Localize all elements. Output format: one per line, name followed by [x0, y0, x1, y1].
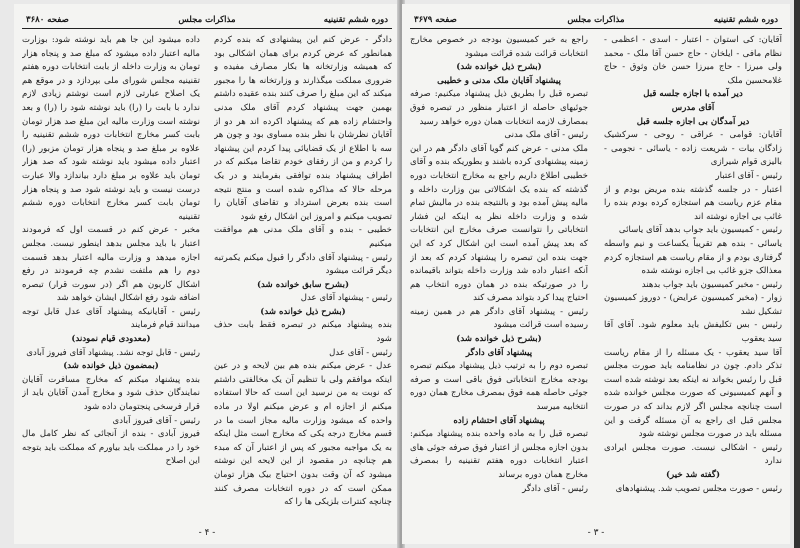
paragraph: رئیس - آقایانیکه پیشنهاد آقای عدل قابل توجه میدانند قیام فرمایند: [22, 306, 200, 331]
text-column-left: [410, 34, 588, 524]
paragraph: رئیس - قابل توجه نشد. پیشنهاد آقای فیروز آبادی: [26, 347, 200, 358]
paragraph: عدل - عرض میکنم بنده هم بین لایحه و در عین اینکه موافقم ولی با تنظیم آن یک مخالفتی داشتم که نوبت به من نرسید این است که حالا استفاده میکنم از اجازه ام و عرض میکنم اولا در ماده واحده که میشود وزارت مالیه مجاز است ما در قسم مخارج درجه یکی که مخارج است مثل اینکه به یک مواجبه مجبور که پس از اعتبار آن که مبدء هم چنانچه در مقصود از این لایحه این نوشته میشود که آن وقت بدون احتیاج بیک هزار تومان ممکن است که در دوره انتخابات مصرف کنند چنانچه کنترات بلزیکی ها را که: [214, 361, 392, 508]
paragraph: تبصره قبل را بطریق ذیل پیشنهاد میکنیم: صرفه جوئیهای حاصله از اعتبار منظور در تبصره فوق بمصارف لازمه انتخابات همان دوره خواهد رسید: [410, 89, 588, 127]
header-title: مذاکرات مجلس: [567, 15, 625, 25]
paragraph: رئیس - بس تکلیفش باید معلوم شود. آقای آقا سید یعقوب: [604, 320, 782, 345]
paragraph: راجع به خبر کمیسیون بودجه در خصوص مخارج انتخابات قرائت شده قرائت میشود: [410, 35, 588, 59]
paragraph: رئیس - آقای فیروز آبادی: [112, 415, 200, 426]
text-column-left: [22, 34, 200, 524]
paragraph: پیشنهاد آقایان ملک مدنی و خطیبی: [437, 75, 561, 86]
paragraph: تبصره دوم را به ترتیب ذیل پیشنهاد میکنم تبصره بودجه مخارج انتخاباتی فوق باقی است و صرفه جوئی حاصله همه فوق بمصرف مخارج همان دوره انتخابیه میرسد: [410, 361, 588, 413]
paragraph: (بمضمون ذیل خوانده شد): [63, 361, 159, 372]
paragraph: رئیس - کمیسیون باید جواب بدهد آقای یاسائی: [618, 225, 782, 236]
paragraph: آقا سید یعقوب - یک مسئله را از مقام ریاست تذکر دادم. چون در نظامنامه باید صورت مجلس قبل را رئیس بخواند نه اینکه بعد نوشته شده است و آنهم کمیسیونی که صورت مجلس خوانده شده است چنانچه مجلس اگر لازم بداند که در صورت مجلس قبل ای راجع به آن مسئله گرفت و این مسئله باید در صورت مجلس نوشته شود: [604, 347, 782, 440]
paragraph: (گفته شد خیر): [665, 470, 721, 480]
scan-edge: [794, 0, 800, 548]
paragraph: آقایان: قوامی - عراقی - روحی - سرکشیک زادگان بیات - شریعت زاده - یاسائی - نجومی - بالیزی قوام شیرازی: [604, 130, 782, 168]
paragraph: دیر آمدگان بی اجازه جلسه قبل: [636, 116, 750, 127]
paragraph: رئیس - آقای دادگر: [522, 483, 588, 494]
header-title: مذاکرات مجلس: [178, 15, 236, 25]
paragraph: فیروز آبادی - بنده از آنجائی که نظر کامل مال خود را در مملکت باید بیاورم که مملکت باید بتوجه این اصلاح: [22, 429, 200, 467]
paragraph: بنده پیشنهاد میکنم در تبصره فقط بابت حذف شود: [214, 320, 392, 345]
page-footer: - ۳ -: [587, 528, 605, 538]
text-column-right: [214, 34, 392, 524]
paragraph: رئیس - پیشنهاد آقای عدل: [300, 293, 392, 304]
page-header: [410, 12, 782, 29]
page-footer: - ۴ -: [198, 528, 216, 538]
page-number: صفحه ۳۶۷۹: [414, 15, 457, 25]
paragraph: ملک مدنی - عرض کنم گویا آقای دادگر هم در این زمینه پیشنهادی کرده باشند و بطوریکه بنده و آقای خطیبی اطلاع داریم راجع به مخارج انتخابات دوره گذشته که بنده یک اشکالاتی بین وزارت داخله و مالیه پیش آمده بود و بالنتیجه بنده در مالیش تمام شده و وزارت داخله نظر به اینکه این فشار انتخاباتی را نتوانست صرف مخارج این انتخابات که بعد پیش آمده است این اشکال کرد که این جهت بنده این تبصره را پیشنهاد کردم که بعد از آنکه اعتبار داده شد وزارت داخله بتواند باقیمانده را در صورتیکه بنده در همان دوره انتخاب هم احتیاج پیدا کرد بتواند مصرف کند: [410, 143, 588, 304]
paragraph: آقایان: کی استوان - اعتبار - اسدی - اعظمی - نظام مافی - ایلخان - حاج حسن آقا ملک - محمد ولی میرزا - حاج میرزا حسن خان وثوق - حاج غلامحسین ملک: [604, 35, 782, 86]
paragraph: رئیس - مخبر کمیسیون باید جواب بدهند: [641, 279, 782, 290]
paragraph: یاسائی - بنده هم تقریباً یکساعت و نیم واسطه گرفتاری بودم و از مقام ریاست هم استجازه کردم معذالک جزو غائب بی اجازه نوشته شده: [604, 238, 782, 277]
paragraph: رئیس - صورت مجلس تصویب شد. پیشنهادهای: [615, 483, 782, 494]
paragraph: داده میشود این جا هم باید نوشته شود: بوزارت مالیه اعتبار داده میشود که مبلغ صد و پنجاه هزار تومان به وزارت داخله از بابت انتخابات دوره هفتم تقنینیه مجلس شورای ملی بپردازد و در موقع هم یک اصلاح عبارتی لازم است نوشتم زیادی لازم ندارد با بابت را (را) باید نوشته شود را (را) و بعد نوشته است وزارت مالیه این مبلغ صد هزار تومان بابت کسر مخارج انتخابات دوره ششم تقنینیه را علاوه بر مبلغ صد و پنجاه هزار تومان مزبور (را) اعتبار داده میشود باید نوشته شود که صد هزار تومان باید علاوه بر مبلغ دارد بیاندازد والا عبارت درست نیست و باید نوشته شود صد و پنجاه هزار تومان بابت کسر مخارج انتخابات دوره ششم تقنینیه: [22, 35, 200, 222]
paragraph: رئیس - اشکالی نیست. صورت مجلس ایرادی ندارد: [604, 442, 782, 467]
paragraph: اعتبار - در جلسه گذشته بنده مریض بودم و از مقام عزم ریاست هم استجازه کرده بودم بنده را غائب بی اجازه نوشته اند: [604, 184, 782, 222]
paragraph: آقای مدرس: [671, 102, 715, 113]
paragraph: زوار - (مخبر کمیسیون عرایض) - دوروز کمیسیون تشکیل نشد: [604, 293, 782, 317]
paragraph: تبصره قبل را به ماده واحده بنده پیشنهاد میکنم: بدون اجازه مجلس از اعتبار فوق صرفه جوئی های اعتبار انتخابات دوره هفتم تقنینیه را بمصرف مخارج همان دوره برساند: [410, 429, 588, 480]
paragraph: مخبر - عرض کنم در قسمت اول که فرمودند اعتبار با باید مجلس بدهد اینطور نیست. مجلس اجازه میدهد و وزارت مالیه اعتبار بدهد قسمت دوم را هم ملتفت نشدم چه فرمودند در رفع اشکال کاربون هم اگر (در سورت قرار) تبصره اضافه شود رفع اشکال ایشان خواهد شد: [22, 225, 200, 304]
paragraph: (معدودی قیام نمودند): [71, 334, 151, 345]
paragraph: (بشرح ذیل خوانده شد): [260, 306, 346, 317]
paragraph: پیشنهاد آقای احتشام زاده: [453, 415, 545, 426]
paragraph: رئیس - پیشنهاد آقای دادگر را قبول میکنم یکمرتبه دیگر قرائت میشود: [214, 252, 392, 277]
paragraph: رئیس - آقای ملک مدنی: [504, 130, 588, 141]
paragraph: پیشنهاد آقای دادگر: [465, 347, 533, 358]
paragraph: خطیبی - بنده و آقای ملک مدنی هم موافقت میکنیم: [214, 225, 392, 249]
paragraph: بنده پیشنهاد میکنم که مخارج مسافرت آقایان نمایندگان حذف شود و مخارج آمدن آقایان باید از قرار فرسخی پنجتومان داده شود: [22, 374, 200, 413]
text-column-right: [604, 34, 782, 524]
paragraph: رئیس - آقای اعتبار: [715, 170, 782, 181]
paragraph: (بشرح سابق خوانده شد): [256, 279, 350, 290]
session-label: دوره ششم تقنینیه: [713, 15, 778, 25]
paragraph: رئیس - آقای عدل: [329, 347, 392, 358]
paragraph: (بشرح ذیل خوانده شد): [456, 62, 542, 73]
page-number: صفحه ۳۶۸۰: [26, 15, 69, 25]
left-page: [14, 4, 400, 544]
paragraph: دیر آمده با اجازه جلسه قبل: [643, 89, 743, 100]
paragraph: رئیس - پیشنهاد آقای دادگر هم در همین زمینه رسیده است قرائت میشود: [410, 306, 588, 331]
right-page: [402, 4, 790, 544]
session-label: دوره ششم تقنینیه: [323, 15, 388, 25]
paragraph: (بشرح ذیل خوانده شد): [456, 334, 542, 345]
page-header: [22, 12, 392, 29]
paragraph: دادگر - عرض کنم این پیشنهادی که بنده کردم همانطور که عرض کردم برای همان اشکالی بود که همیشه وزارتخانه ها بکار مصارف مفیده و ضروری مملکت میگذارند و وزارتخانه ها را مجبور میکند که این مبلغ را صرف کنند بنده عقیده داشتم بهمین جهت پیشنهاد کردم آقای ملک مدنی واحتشام زاده هم که پیشنهاد اکرده اند هر دو از آقایان نظرشان با نظر بنده مساوی بود و چون هر سه با اطلاع از یک قضایائی پیدا کردم این پیشنهاد را کردم و من از رفقای خودم تقاضا میکنم که در اطراف پیشنهاد بنده توافقی بفرمایند و در یک مرحله حالا که مذاکره شده است و منتج نتیجه است بنده بعرض استرداد و تقاضای آقایان را تصویب میکنم و امروز این اشکال رفع شود: [214, 35, 392, 222]
